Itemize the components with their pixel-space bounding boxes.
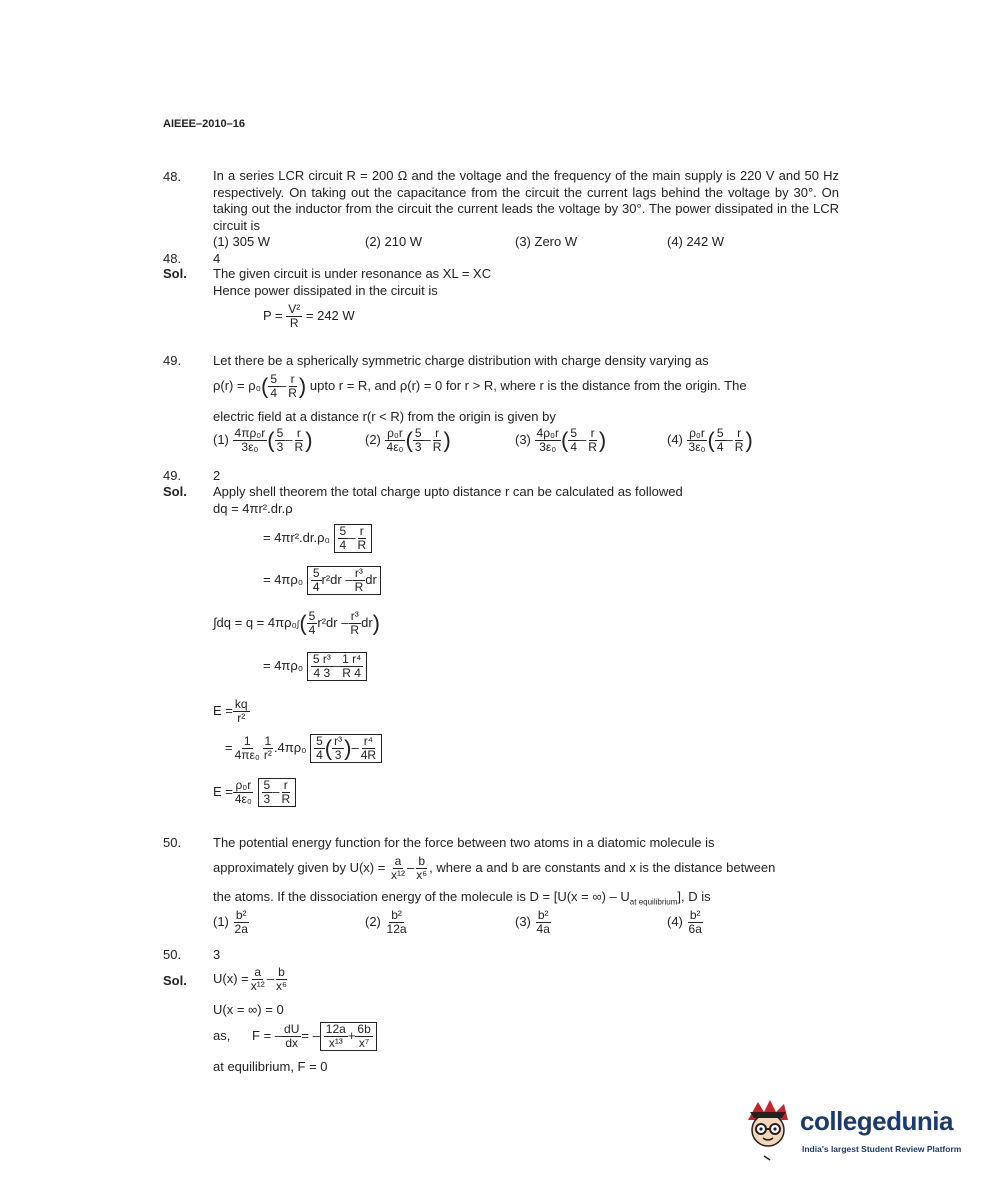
solution-49-line1: Apply shell theorem the total charge upto distance r can be calculated as followed (213, 484, 683, 499)
answer-48-number: 48. (163, 251, 182, 266)
q49-option-4: (4) $\frac{\text{ρ₀r}}{\text{3ε₀}}$ ( $\frac{5}{4}$ – $\frac{r}{R}$ ) (667, 426, 753, 454)
question-49-number: 49. (163, 353, 182, 368)
question-49-line2: ρ(r) = ρ₀( $\frac{5}{4}$ – $\frac{r}{R}$ ) upto r = R, and ρ(r) = 0 for r > R, where r is the distance from the origin. The (213, 372, 747, 400)
solution-49-eq5: E = $\frac{kq}{\text{r²}}$ (213, 697, 248, 725)
q50-option-4: (4) $\frac{\text{b²}}{6a}$ (667, 908, 702, 936)
question-50-number: 50. (163, 835, 182, 850)
q48-option-3: (3) Zero W (515, 234, 578, 249)
question-49-line3: electric field at a distance r(r < R) from the origin is given by (213, 409, 556, 424)
question-50-line1: The potential energy function for the force between two atoms in a diatomic molecule is (213, 835, 715, 850)
collegedunia-logo (742, 1098, 972, 1168)
formula-fraction: $\frac{\text{V²}}{R}$ (288, 302, 301, 330)
solution-49-line2: dq = 4πr².dr.ρ (213, 501, 293, 516)
answer-49: 2 (213, 468, 221, 483)
q50-option-2: (2) $\frac{\text{b²}}{12a}$ (365, 908, 407, 936)
question-48-text: In a series LCR circuit R = 200 Ω and the voltage and the frequency of the main supply is 220 V and 50 Hz respectively. On taking out the capacitance from the circuit the current lags behind the voltage by 30°. On taking out the inductor from the circuit the current leads the voltage by 30°. The power dissipated in the LCR circuit is (213, 168, 839, 233)
page-header: AIEEE–2010–16 (163, 118, 245, 130)
logo-brand: collegedunia (800, 1106, 953, 1136)
answer-48: 4 (213, 251, 221, 266)
answer-50-number: 50. (163, 947, 182, 962)
solution-49-label: Sol. (163, 484, 187, 499)
formula-rhs: = 242 W (305, 307, 355, 323)
q50-option-3: (3) $\frac{\text{b²}}{4a}$ (515, 908, 550, 936)
solution-49-eq2: = 4πρ₀ $\frac{5}{4}$ r²dr – $\frac{\text{r³}}{R}$ dr (263, 566, 381, 595)
solution-49-eq7: E = $\frac{\text{ρ₀r}}{\text{4ε₀}}$ $\frac{5}{3}$ – $\frac{r}{R}$ (213, 778, 296, 807)
solution-50-s2: U(x = ∞) = 0 (213, 1002, 284, 1017)
q48-option-1: (1) 305 W (213, 234, 271, 249)
question-49-line1: Let there be a spherically symmetric charge distribution with charge density varying as (213, 353, 709, 368)
question-48-number: 48. (163, 169, 182, 184)
solution-48-line2: Hence power dissipated in the circuit is (213, 283, 438, 298)
q49-option-1: (1) $\frac{\text{4πρ₀r}}{\text{3ε₀}}$ ( $\frac{5}{3}$ – $\frac{r}{R}$ ) (213, 426, 313, 454)
solution-49-eq4: = 4πρ₀ $\frac{\text{5 r³}}{4 3}$ – $\frac{\text{1 r⁴}}{R 4}$ (263, 652, 367, 681)
solution-49-eq1: = 4πr².dr.ρ₀ $\frac{5}{4}$ – $\frac{r}{R}$ (263, 524, 372, 553)
q49-option-3: (3) $\frac{\text{4ρ₀r}}{\text{3ε₀}}$ ( $\frac{5}{4}$ – $\frac{r}{R}$ ) (515, 426, 607, 454)
q48-option-4: (4) 242 W (667, 234, 725, 249)
solution-49-eq3: ∫dq = q = 4πρ₀∫( $\frac{5}{4}$ r²dr – $\frac{\text{r³}}{R}$ dr) (213, 609, 380, 637)
question-50-line3: the atoms. If the dissociation energy of the molecule is D = [U(x = ∞) – $U_{at equilibrium}$], D is (213, 889, 711, 907)
solution-48-label: Sol. (163, 266, 187, 281)
logo-tagline: India's largest Student Review Platform (802, 1144, 962, 1154)
formula-lhs: P = (263, 307, 283, 323)
solution-50-label: Sol. (163, 973, 187, 988)
q49-option-2: (2) $\frac{\text{ρ₀r}}{\text{4ε₀}}$ ( $\frac{5}{3}$ – $\frac{r}{R}$ ) (365, 426, 451, 454)
question-50-line2: approximately given by U(x) = $\frac{a}{\text{x¹²}}$ – $\frac{b}{\text{x⁶}}$ , where a and b are constants and x is the distance between (213, 854, 776, 882)
answer-49-number: 49. (163, 468, 182, 483)
mascot-icon (742, 1098, 798, 1166)
q50-option-1: (1) $\frac{\text{b²}}{2a}$ (213, 908, 248, 936)
solution-50-s3: as, F = – $\frac{dU}{dx}$ = – $\frac{12a}{\text{x¹³}}$ + $\frac{6b}{\text{x⁷}}$ (213, 1022, 377, 1051)
solution-48-formula (263, 303, 355, 330)
solution-50-s4: at equilibrium, F = 0 (213, 1059, 328, 1074)
solution-49-eq6: = $\frac{1}{\text{4πε₀}}$ $\frac{1}{\text{r²}}$ .4πρ₀ $\frac{5}{4}$ ( $\frac{\text{r³}}{3}$ )– $\frac{\text{r⁴}}{4R}$ (225, 734, 382, 763)
solution-48-line1: The given circuit is under resonance as XL = XC (213, 266, 492, 281)
q48-option-2: (2) 210 W (365, 234, 423, 249)
solution-50-s1: U(x) = $\frac{a}{\text{x¹²}}$ – $\frac{b}{\text{x⁶}}$ (213, 965, 287, 993)
answer-50: 3 (213, 947, 221, 962)
